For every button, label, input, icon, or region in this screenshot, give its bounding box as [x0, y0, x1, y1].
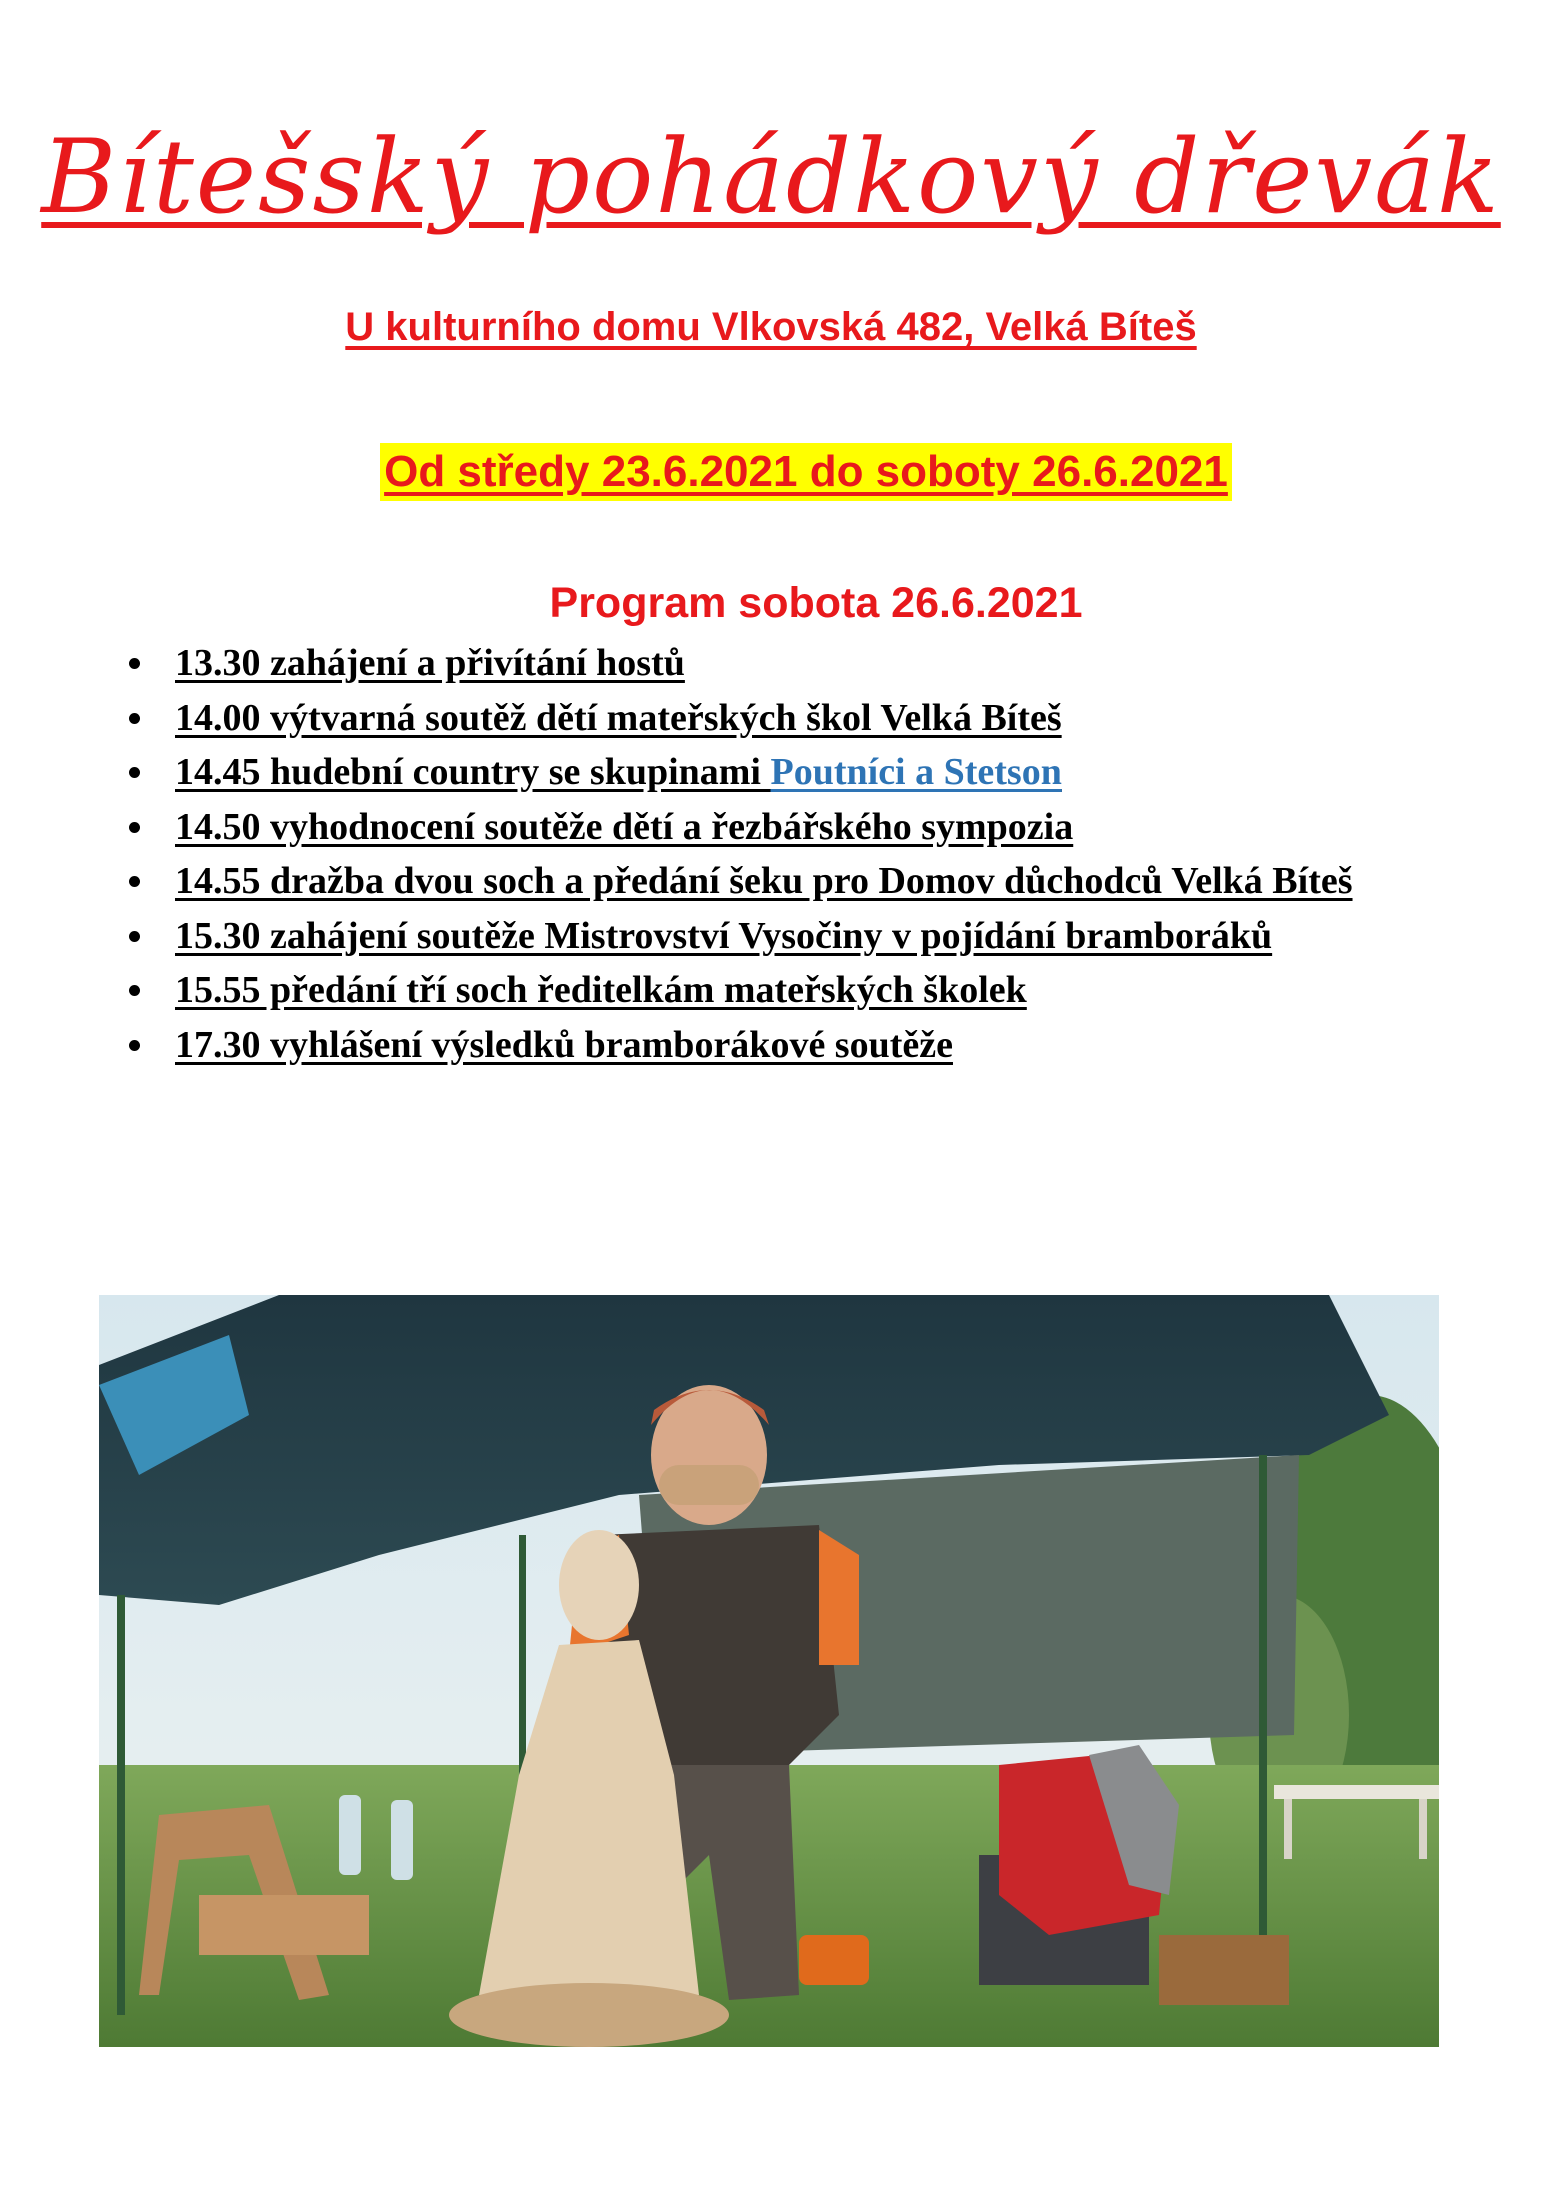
event-dates-row [0, 443, 1542, 501]
photo-illustration [99, 1295, 1439, 2047]
bullet-icon [129, 767, 140, 778]
schedule-item: 14.50 vyhodnocení soutěže dětí a řezbářského sympozia [125, 800, 1435, 855]
program-heading: Program sobota 26.6.2021 [549, 579, 1083, 627]
woodcarver-photo [99, 1295, 1439, 2047]
schedule-item: 14.45 hudební country se skupinami Poutníci a Stetson [125, 745, 1435, 800]
bullet-icon [129, 985, 140, 996]
bullet-icon [129, 876, 140, 887]
bullet-icon [129, 822, 140, 833]
bullet-icon [129, 1040, 140, 1051]
event-dates: Od středy 23.6.2021 do soboty 26.6.2021 [380, 443, 1232, 501]
poster-title: Bítešský pohádkový dřevák [41, 118, 1501, 237]
bullet-icon [129, 713, 140, 724]
bullet-icon [129, 658, 140, 669]
program-schedule [125, 636, 1435, 1072]
schedule-item: 14.55 dražba dvou soch a předání šeku pro Domov důchodců Velká Bíteš [125, 854, 1435, 909]
schedule-item: 13.30 zahájení a přivítání hostů [125, 636, 1435, 691]
band-link[interactable]: Poutníci a Stetson [770, 751, 1062, 793]
schedule-item: 15.55 předání tří soch ředitelkám mateřských školek [125, 963, 1435, 1018]
schedule-item: 17.30 vyhlášení výsledků bramborákové soutěže [125, 1018, 1435, 1073]
bullet-icon [129, 931, 140, 942]
schedule-item: 15.30 zahájení soutěže Mistrovství Vysočiny v pojídání bramboráků [125, 909, 1435, 964]
event-address: U kulturního domu Vlkovská 482, Velká Bíteš [345, 305, 1197, 349]
schedule-item: 14.00 výtvarná soutěž dětí mateřských škol Velká Bíteš [125, 691, 1435, 746]
